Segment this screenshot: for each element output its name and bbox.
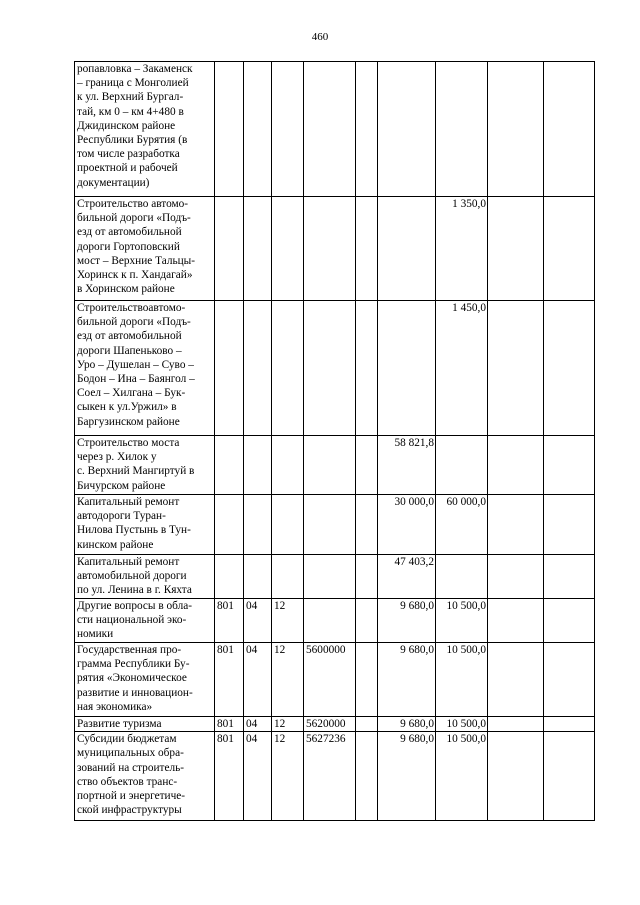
amount-year3-cell — [488, 717, 544, 732]
subsection-code-cell — [244, 495, 272, 555]
amount-year2-cell — [436, 62, 488, 197]
item-name-cell — [75, 495, 215, 555]
table-row — [75, 197, 595, 301]
item-name-line: Джидинском районе — [77, 119, 176, 132]
amount-year1-cell: 58 821,8 — [378, 436, 436, 495]
expense-type-cell — [356, 301, 378, 436]
subsection-code-cell: 04 — [244, 732, 272, 821]
item-name-line: портной и энергетиче- — [77, 790, 186, 803]
amount-year3-cell — [488, 495, 544, 555]
item-name-line: через р. Хилок у — [77, 451, 157, 464]
item-name-line: развитие и инновацион- — [77, 686, 193, 699]
item-name-line: сыкен к ул.Уржил» в — [77, 401, 177, 414]
item-name-line: номики — [77, 628, 114, 641]
empty-cell — [544, 717, 595, 732]
amount-year2-cell: 1 350,0 — [436, 197, 488, 301]
item-name-line: рятия «Экономическое — [77, 672, 187, 685]
sub-subsection-code-cell: 12 — [272, 599, 304, 643]
amount-year3-cell — [488, 643, 544, 717]
item-name-cell — [75, 436, 215, 495]
item-name-line: муниципальных обра- — [77, 747, 184, 760]
table-row — [75, 555, 595, 599]
item-name-line: Хоринск к п. Хандагай» — [77, 269, 193, 282]
amount-year1-cell: 9 680,0 — [378, 732, 436, 821]
section-code-cell: 801 — [215, 717, 244, 732]
section-code-cell — [215, 436, 244, 495]
item-name-cell — [75, 197, 215, 301]
target-article-cell — [304, 495, 356, 555]
amount-year2-cell: 60 000,0 — [436, 495, 488, 555]
section-code-cell — [215, 197, 244, 301]
table-row — [75, 301, 595, 436]
target-article-cell — [304, 301, 356, 436]
item-name-cell — [75, 732, 215, 821]
item-name-line: по ул. Ленина в г. Кяхта — [77, 584, 192, 597]
item-name-cell — [75, 62, 215, 197]
item-name-line: ропавловка – Закаменск — [77, 63, 193, 75]
sub-subsection-code-cell: 12 — [272, 643, 304, 717]
item-name-cell — [75, 555, 215, 599]
sub-subsection-code-cell — [272, 62, 304, 197]
item-name-cell — [75, 643, 215, 717]
sub-subsection-code-cell — [272, 436, 304, 495]
amount-year1-cell: 9 680,0 — [378, 717, 436, 732]
amount-year2-cell: 10 500,0 — [436, 732, 488, 821]
item-name-line: тай, км 0 – км 4+480 в — [77, 105, 184, 118]
subsection-code-cell: 04 — [244, 599, 272, 643]
table-row — [75, 643, 595, 717]
budget-table — [74, 61, 595, 821]
item-name-cell — [75, 599, 215, 643]
amount-year3-cell — [488, 599, 544, 643]
page-number: 460 — [311, 31, 329, 43]
amount-year2-cell: 1 450,0 — [436, 301, 488, 436]
target-article-cell — [304, 555, 356, 599]
amount-year2-cell: 10 500,0 — [436, 643, 488, 717]
target-article-cell: 5620000 — [304, 717, 356, 732]
expense-type-cell — [356, 436, 378, 495]
sub-subsection-code-cell: 12 — [272, 732, 304, 821]
table-row — [75, 717, 595, 732]
item-name-line: мост – Верхние Тальцы- — [77, 254, 196, 267]
amount-year3-cell — [488, 555, 544, 599]
item-name-line: Капитальный ремонт — [77, 556, 180, 568]
target-article-cell — [304, 436, 356, 495]
item-name-line: Государственная про- — [77, 644, 182, 656]
section-code-cell — [215, 62, 244, 197]
sub-subsection-code-cell — [272, 197, 304, 301]
item-name-line: Бодон – Ина – Баянгол – — [77, 373, 195, 386]
target-article-cell: 5627236 — [304, 732, 356, 821]
amount-year3-cell — [488, 732, 544, 821]
empty-cell — [544, 495, 595, 555]
item-name-line: автомобильной дороги — [77, 570, 187, 583]
subsection-code-cell — [244, 436, 272, 495]
amount-year3-cell — [488, 436, 544, 495]
section-code-cell — [215, 555, 244, 599]
section-code-cell — [215, 495, 244, 555]
sub-subsection-code-cell — [272, 301, 304, 436]
empty-cell — [544, 599, 595, 643]
section-code-cell — [215, 301, 244, 436]
table-row — [75, 495, 595, 555]
item-name-line: Развитие туризма — [77, 718, 162, 730]
item-name-line: Строительство автомо- — [77, 198, 189, 210]
item-name-line: том числе разработка — [77, 148, 180, 161]
subsection-code-cell — [244, 301, 272, 436]
item-name-line: Другие вопросы в обла- — [77, 600, 193, 612]
empty-cell — [544, 436, 595, 495]
item-name-line: ная экономика» — [77, 700, 153, 713]
item-name-line: Субсидии бюджетам — [77, 733, 177, 746]
section-code-cell: 801 — [215, 732, 244, 821]
subsection-code-cell: 04 — [244, 717, 272, 732]
item-name-line: Республики Бурятия (в — [77, 134, 188, 147]
item-name-line: грамма Республики Бу- — [77, 658, 190, 671]
item-name-line: Бичурском районе — [77, 479, 166, 492]
item-name-line: Строительствоавтомо- — [77, 302, 186, 314]
item-name-line: ство объектов транс- — [77, 775, 178, 788]
expense-type-cell — [356, 599, 378, 643]
table-row — [75, 62, 595, 197]
sub-subsection-code-cell — [272, 495, 304, 555]
item-name-line: документации) — [77, 176, 150, 189]
amount-year2-cell — [436, 555, 488, 599]
target-article-cell — [304, 599, 356, 643]
item-name-line: проектной и рабочей — [77, 162, 178, 175]
amount-year1-cell: 9 680,0 — [378, 643, 436, 717]
expense-type-cell — [356, 62, 378, 197]
empty-cell — [544, 197, 595, 301]
item-name-line: зований на строитель- — [77, 761, 185, 774]
sub-subsection-code-cell — [272, 555, 304, 599]
empty-cell — [544, 301, 595, 436]
amount-year1-cell — [378, 301, 436, 436]
target-article-cell: 5600000 — [304, 643, 356, 717]
item-name-line: Баргузинском районе — [77, 415, 180, 428]
subsection-code-cell — [244, 197, 272, 301]
item-name-line: дороги Гортоповский — [77, 240, 180, 253]
amount-year2-cell — [436, 436, 488, 495]
amount-year3-cell — [488, 301, 544, 436]
subsection-code-cell — [244, 555, 272, 599]
item-name-line: Уро – Душелан – Суво – — [77, 358, 194, 371]
amount-year1-cell: 9 680,0 — [378, 599, 436, 643]
section-code-cell: 801 — [215, 599, 244, 643]
amount-year1-cell — [378, 197, 436, 301]
expense-type-cell — [356, 495, 378, 555]
subsection-code-cell: 04 — [244, 643, 272, 717]
item-name-line: ской инфраструктуры — [77, 804, 182, 817]
table-row — [75, 732, 595, 821]
item-name-line: дороги Шапеньково – — [77, 344, 182, 357]
amount-year2-cell: 10 500,0 — [436, 599, 488, 643]
item-name-line: Капитальный ремонт — [77, 496, 180, 508]
item-name-line: езд от автомобильной — [77, 330, 182, 343]
item-name-line: кинском районе — [77, 538, 154, 551]
amount-year3-cell — [488, 197, 544, 301]
item-name-line: – граница с Монголией — [77, 77, 189, 90]
item-name-line: бильной дороги «Подъ- — [77, 316, 191, 329]
table-body — [75, 62, 595, 821]
section-code-cell: 801 — [215, 643, 244, 717]
empty-cell — [544, 62, 595, 197]
sub-subsection-code-cell: 12 — [272, 717, 304, 732]
amount-year1-cell: 30 000,0 — [378, 495, 436, 555]
expense-type-cell — [356, 197, 378, 301]
table-row — [75, 599, 595, 643]
expense-type-cell — [356, 555, 378, 599]
item-name-cell — [75, 717, 215, 732]
item-name-line: Строительство моста — [77, 437, 180, 449]
amount-year1-cell — [378, 62, 436, 197]
item-name-line: автодороги Туран- — [77, 510, 166, 523]
table-row — [75, 436, 595, 495]
target-article-cell — [304, 62, 356, 197]
target-article-cell — [304, 197, 356, 301]
item-name-line: с. Верхний Мангиртуй в — [77, 465, 195, 478]
empty-cell — [544, 732, 595, 821]
subsection-code-cell — [244, 62, 272, 197]
item-name-line: в Хоринском районе — [77, 283, 175, 296]
expense-type-cell — [356, 732, 378, 821]
empty-cell — [544, 555, 595, 599]
item-name-line: к ул. Верхний Бургал- — [77, 91, 184, 104]
item-name-line: сти национальной эко- — [77, 614, 187, 627]
empty-cell — [544, 643, 595, 717]
amount-year2-cell: 10 500,0 — [436, 717, 488, 732]
amount-year3-cell — [488, 62, 544, 197]
item-name-line: Нилова Пустынь в Тун- — [77, 524, 191, 537]
item-name-line: Соел – Хилгана – Бук- — [77, 387, 186, 400]
expense-type-cell — [356, 717, 378, 732]
expense-type-cell — [356, 643, 378, 717]
amount-year1-cell: 47 403,2 — [378, 555, 436, 599]
item-name-line: бильной дороги «Подъ- — [77, 212, 191, 225]
item-name-cell — [75, 301, 215, 436]
item-name-line: езд от автомобильной — [77, 226, 182, 239]
